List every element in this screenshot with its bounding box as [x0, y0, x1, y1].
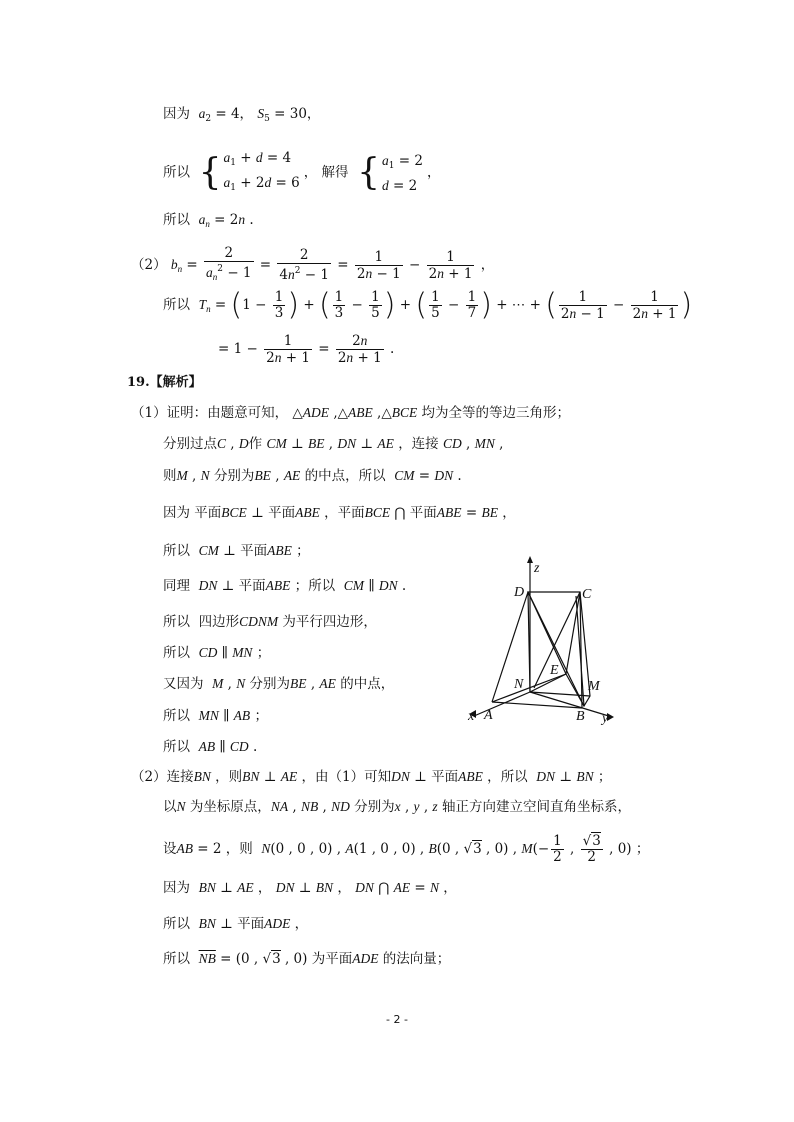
line-19-2-6: 所以 $\overline{NB} = (0$ , √3 , 0) 为平面ADE 的法向量；	[163, 951, 451, 967]
line-19-8: 所以 CD ∥ MN ；	[163, 645, 271, 661]
fig-label-e: E	[550, 663, 559, 678]
line-tn: 所以 $T_n = (1$ − $\frac{1}{3}$ ) + ( $\frac{1}{3}$ − $\frac{1}{5}$ ) + ( $\frac{1}{5}$ − $\frac{1}{7}$ ) + ⋯ + ( $\frac{1}{2n - 1}$ − $\frac{1}{2n + 1}$ )	[163, 287, 693, 323]
page-number: - 2 -	[386, 1013, 408, 1026]
fig-label-d: D	[514, 585, 525, 600]
fig-label-n: N	[514, 677, 524, 692]
line-19-7: 所以 四边形CDNM 为平行四边形，	[163, 614, 377, 630]
fig-label-z: z	[534, 561, 540, 576]
section-19-heading: 19.【解析】	[127, 375, 202, 390]
line-19-5: 所以 CM ⊥ 平面ABE ；	[163, 543, 310, 559]
line-19-2-1: （2）连接BN ，则BN ⊥ AE ，由（1）可知DN ⊥ 平面ABE ，所以 DN ⊥ BN ；	[131, 769, 612, 785]
line-19-9: 又因为 M , N 分别为BE , AE 的中点，	[163, 676, 395, 692]
fig-label-y: y	[602, 711, 609, 726]
line-19-2-4: 因为 BN ⊥ AE ， DN ⊥ BN ， DN ⋂ AE = N ，	[163, 880, 457, 896]
fig-label-x: x	[468, 709, 475, 724]
line-19-4: 因为 平面BCE ⊥ 平面ABE ，平面BCE ⋂ 平面ABE = BE ，	[163, 505, 516, 521]
geometry-figure	[462, 556, 622, 726]
line-bn: （2） $b_n$ = $\frac{2}{a_n^2 - 1}$ = $\frac{2}{4n^2 - 1}$ = $\frac{1}{2n - 1}$ − $\frac{1}{2n + 1}$ ，	[131, 245, 495, 283]
fig-label-b: B	[576, 709, 585, 724]
line-19-10: 所以 MN ∥ AB ；	[163, 708, 268, 724]
line-19-2: 分别过点C , D作 CM ⊥ BE , DN ⊥ AE ，连接 CD , MN ,	[163, 436, 504, 452]
fig-label-m: M	[588, 679, 600, 694]
line-an: 所以 $a_n = 2n$ .	[163, 212, 254, 229]
z-arrow-icon	[527, 556, 533, 563]
line-19-1: （1）证明：由题意可知， △ADE ,△ABE ,△BCE 均为全等的等边三角形；	[131, 405, 571, 421]
line-19-11: 所以 AB ∥ CD .	[163, 739, 258, 755]
line-19-3: 则M , N 分别为BE , AE 的中点，所以 CM = DN .	[163, 468, 462, 484]
line-19-2-5: 所以 BN ⊥ 平面ADE ，	[163, 916, 309, 932]
line-system: 所以 { $a_1 + d = 4$ $a_1 + 2d = 6$， 解得 { $a_1 = 2$ d = 2，	[163, 150, 441, 194]
fig-label-c: C	[582, 587, 592, 602]
fig-label-a: A	[484, 708, 493, 723]
line-19-2-3: 设AB = 2 ，则 N(0 , 0 , 0) , A(1 , 0 , 0) , B(0 , √3 , 0) , M(− $\frac{1}{2}$ , $\frac{√3}{2}$ , 0) ；	[163, 833, 650, 865]
line-19-6: 同理 DN ⊥ 平面ABE ；所以 CM ∥ DN .	[163, 578, 407, 594]
line-given: 因为 $a_2 = 4$， $S_5 = 30$，	[163, 106, 321, 124]
line-19-2-2: 以N 为坐标原点，NA , NB , ND 分别为x , y , z 轴正方向建立空间直角坐标系，	[163, 799, 631, 815]
y-axis	[530, 692, 612, 717]
line-tn-result: = 1 − $\frac{1}{2n + 1}$ = $\frac{2n}{2n + 1}$ .	[218, 332, 395, 366]
